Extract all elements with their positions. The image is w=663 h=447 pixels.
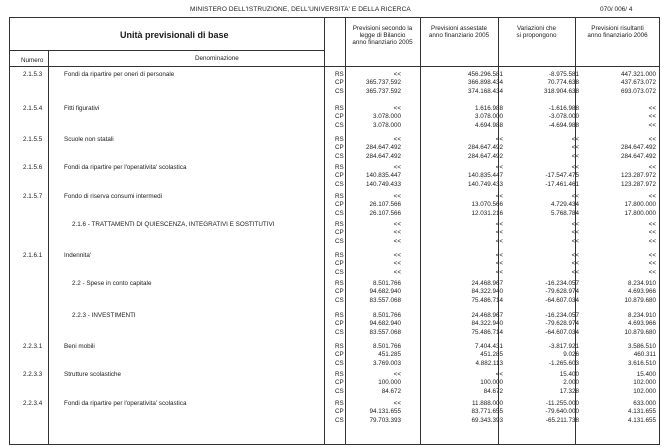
value: 17.800.000: [624, 209, 656, 217]
value: 456.296.581: [467, 71, 503, 78]
value: 123.287.972: [620, 172, 656, 180]
value: <<: [571, 268, 579, 276]
value: <<: [393, 164, 401, 171]
value: <<: [648, 252, 656, 259]
table-row: [9, 343, 660, 373]
value: <<: [571, 237, 579, 245]
code-label: CP: [335, 113, 344, 121]
row-number: 2.2.3.1: [23, 343, 43, 350]
value: <<: [495, 136, 503, 143]
value-cell-c3: [514, 343, 579, 368]
value: -16.234.057: [545, 280, 579, 287]
code-label: CP: [335, 201, 344, 209]
row-codes: [335, 343, 344, 368]
value: 365.737.592: [365, 87, 401, 95]
value: 9.026: [563, 351, 579, 359]
row-description: Fondi da ripartire per oneri di personale: [64, 71, 175, 78]
value: <<: [571, 229, 579, 237]
row-codes: [335, 371, 344, 396]
value-cell-c4: [589, 193, 656, 218]
value: 5.768.784: [550, 209, 579, 217]
value: 633.000: [633, 400, 656, 407]
row-number: 2.1.5.3: [23, 71, 43, 78]
row-codes: [335, 400, 344, 425]
value: 3.769.003: [372, 359, 401, 367]
value: 8.501.766: [372, 312, 401, 319]
value-cell-c1: [345, 280, 401, 305]
value: -1.265.603: [548, 359, 579, 367]
value: 3.078.000: [372, 121, 401, 129]
value: <<: [393, 221, 401, 228]
value: 100.000: [378, 379, 401, 387]
row-description: Fitti figurativi: [64, 105, 100, 112]
value: <<: [393, 400, 401, 407]
value-cell-c4: [589, 221, 656, 246]
ministry-header: MINISTERO DELL'ISTRUZIONE, DELL'UNIVERSITA' E DELLA RICERCA: [190, 6, 411, 13]
value: -79.628.974: [545, 320, 579, 328]
value-cell-c3: [514, 221, 579, 246]
value-cell-c1: [345, 371, 401, 396]
value: -4.694.988: [548, 121, 579, 129]
col-numero-label: Numero: [21, 57, 44, 64]
code-label: RS: [335, 312, 344, 319]
value: 3.078.000: [474, 113, 503, 121]
divider-header-bottom: [9, 66, 660, 67]
value: 10.879.680: [624, 328, 656, 336]
value: 437.673.072: [620, 79, 656, 87]
value: <<: [393, 268, 401, 276]
row-number: 2.1.5.7: [23, 193, 43, 200]
code-label: RS: [335, 280, 344, 287]
value-cell-c2: [435, 136, 503, 161]
value: <<: [393, 193, 401, 200]
value: 79.703.393: [369, 416, 401, 424]
table-title: Unità previsionali di base: [120, 30, 229, 40]
value-cell-c3: [514, 105, 579, 130]
row-codes: [335, 105, 344, 130]
row-codes: [335, 193, 344, 218]
value: <<: [393, 71, 401, 78]
value: 84.322.940: [471, 320, 503, 328]
code-label: CS: [335, 268, 344, 276]
code-label: CS: [335, 416, 344, 424]
col-denominazione-label: Denominazione: [195, 55, 239, 62]
value: 102.000: [633, 387, 656, 395]
code-label: RS: [335, 400, 344, 407]
value: <<: [495, 229, 503, 237]
value: 100.000: [480, 379, 503, 387]
table-row: [9, 105, 660, 135]
value: <<: [393, 260, 401, 268]
value: <<: [648, 164, 656, 171]
row-description: Strutture scolastiche: [64, 371, 122, 378]
value: 3.078.000: [372, 113, 401, 121]
value: 83.771.655: [471, 408, 503, 416]
value: 4.131.655: [627, 408, 656, 416]
value: 8.501.766: [372, 343, 401, 350]
code-label: RS: [335, 252, 344, 259]
value: 75.486.714: [471, 328, 503, 336]
value: <<: [648, 229, 656, 237]
value-cell-c2: [435, 252, 503, 277]
value-cell-c2: [435, 280, 503, 305]
value: <<: [648, 105, 656, 112]
code-label: CP: [335, 229, 344, 237]
code-label: RS: [335, 343, 344, 350]
code-label: RS: [335, 71, 344, 78]
value-cell-c4: [589, 312, 656, 337]
row-description: Fondo di riserva consumi intermedi: [64, 193, 162, 200]
value: <<: [648, 121, 656, 129]
code-label: CS: [335, 87, 344, 95]
value: -8.975.581: [548, 71, 579, 78]
value-cell-c3: [514, 371, 579, 396]
value: <<: [571, 252, 579, 259]
value: <<: [648, 136, 656, 143]
table-row: [9, 252, 660, 282]
value: 94.682.940: [369, 320, 401, 328]
value: 140.835.447: [467, 172, 503, 180]
value-cell-c3: [514, 400, 579, 425]
value: -16.234.057: [545, 312, 579, 319]
value: 451.285: [378, 351, 401, 359]
value: <<: [571, 144, 579, 152]
value: -3.078.000: [548, 113, 579, 121]
value: 26.107.566: [369, 209, 401, 217]
value: 83.557.068: [369, 328, 401, 336]
value: 284.647.492: [620, 144, 656, 152]
value: 11.888.000: [471, 400, 503, 407]
value: 2.000: [563, 379, 579, 387]
value-cell-c3: [514, 312, 579, 337]
value: 24.468.967: [471, 312, 503, 319]
col3-header: Variazioni che si propongono: [516, 25, 557, 39]
table-row: [9, 136, 660, 166]
table-row: [9, 312, 660, 342]
code-label: CP: [335, 351, 344, 359]
code-label: CS: [335, 328, 344, 336]
row-codes: [335, 136, 344, 161]
value: 1.616.988: [474, 105, 503, 112]
code-label: RS: [335, 193, 344, 200]
value: -65.211.738: [545, 416, 579, 424]
row-number: 2.1.5.5: [23, 136, 43, 143]
value: <<: [571, 136, 579, 143]
value-cell-c1: [345, 343, 401, 368]
value: <<: [648, 113, 656, 121]
value: -64.607.034: [545, 328, 579, 336]
value: <<: [495, 371, 503, 378]
row-description: 2.2 - Spese in conto capitale: [72, 280, 152, 287]
value: 94.682.940: [369, 288, 401, 296]
value: <<: [393, 136, 401, 143]
value: <<: [495, 193, 503, 200]
value: 84.322.940: [471, 288, 503, 296]
value-cell-c3: [514, 71, 579, 96]
value: 13.070.566: [471, 201, 503, 209]
value-cell-c2: [435, 164, 503, 189]
value: -3.817.921: [548, 343, 579, 350]
value-cell-c3: [514, 164, 579, 189]
value: 94.131.655: [369, 408, 401, 416]
row-description: Fondi da ripartire per l'operativita' scolastica: [64, 164, 187, 171]
value: 10.879.680: [624, 296, 656, 304]
value: <<: [648, 193, 656, 200]
value-cell-c2: [435, 400, 503, 425]
value: 140.835.447: [365, 172, 401, 180]
code-label: CS: [335, 237, 344, 245]
value: -1.616.988: [548, 105, 579, 112]
value: 693.073.072: [620, 87, 656, 95]
row-number: 2.1.6.1: [23, 252, 43, 259]
code-label: CS: [335, 296, 344, 304]
value: 365.737.592: [365, 79, 401, 87]
value: <<: [393, 252, 401, 259]
col4-header: Previsioni risultanti anno finanziario 2006: [587, 25, 648, 39]
value-cell-c4: [589, 164, 656, 189]
table-row: [9, 221, 660, 251]
value: 460.311: [633, 351, 656, 359]
value: -11.255.000: [545, 400, 579, 407]
value: 84.672: [381, 387, 401, 395]
value: 12.031.216: [471, 209, 503, 217]
value: 15.400: [636, 371, 656, 378]
table-row: [9, 371, 660, 401]
value-cell-c4: [589, 371, 656, 396]
value: 102.000: [633, 379, 656, 387]
value-cell-c4: [589, 136, 656, 161]
value: <<: [571, 193, 579, 200]
value: 447.321.000: [620, 71, 656, 78]
value-cell-c4: [589, 280, 656, 305]
row-codes: [335, 71, 344, 96]
code-label: CS: [335, 359, 344, 367]
value-cell-c1: [345, 71, 401, 96]
value-cell-c1: [345, 164, 401, 189]
row-description: Fondi da ripartire per l'operativita' scolastica: [64, 400, 187, 407]
value: <<: [495, 252, 503, 259]
value: 17.800.000: [624, 201, 656, 209]
value: <<: [571, 260, 579, 268]
row-codes: [335, 280, 344, 305]
value: 140.749.433: [467, 180, 503, 188]
value: 4.882.113: [475, 359, 503, 367]
value: 140.749.433: [365, 180, 401, 188]
table-row: [9, 400, 660, 430]
value: 4.693.966: [627, 320, 656, 328]
value: <<: [393, 229, 401, 237]
value: 84.672: [483, 387, 503, 395]
code-label: CS: [335, 121, 344, 129]
code-label: CS: [335, 209, 344, 217]
row-codes: [335, 312, 344, 337]
row-number: 2.2.3.4: [23, 400, 43, 407]
value-cell-c4: [589, 343, 656, 368]
divider-title: [9, 50, 324, 51]
code-label: RS: [335, 371, 344, 378]
value: 451.285: [480, 351, 503, 359]
value-cell-c4: [589, 105, 656, 130]
value-cell-c3: [514, 280, 579, 305]
value: <<: [648, 260, 656, 268]
value: <<: [648, 268, 656, 276]
value: 70.774.638: [547, 79, 579, 87]
code-label: CS: [335, 152, 344, 160]
value-cell-c3: [514, 252, 579, 277]
value-cell-c1: [345, 252, 401, 277]
row-number: 2.1.5.6: [23, 164, 43, 171]
value: 318.904.638: [543, 87, 579, 95]
page-number: 070/ 006/ 4: [600, 6, 633, 13]
value-cell-c1: [345, 221, 401, 246]
value-cell-c1: [345, 136, 401, 161]
value-cell-c2: [435, 105, 503, 130]
value-cell-c4: [589, 400, 656, 425]
row-description: Beni mobili: [64, 343, 95, 350]
value: <<: [571, 164, 579, 171]
value: 4.694.988: [474, 121, 503, 129]
code-label: RS: [335, 164, 344, 171]
col1-header: Previsioni secondo la legge di Bilancio anno finanziario 2005: [352, 25, 413, 46]
value: <<: [495, 268, 503, 276]
value: 123.287.972: [620, 180, 656, 188]
row-description: 2.2.3 - INVESTIMENTI: [72, 312, 136, 319]
value: <<: [393, 371, 401, 378]
value: 284.647.492: [365, 152, 401, 160]
code-label: CP: [335, 79, 344, 87]
code-label: CP: [335, 172, 344, 180]
value-cell-c2: [435, 343, 503, 368]
value: 83.557.068: [369, 296, 401, 304]
code-label: CP: [335, 408, 344, 416]
value: <<: [495, 237, 503, 245]
table-row: [9, 193, 660, 223]
code-label: CP: [335, 288, 344, 296]
value-cell-c2: [435, 312, 503, 337]
value-cell-c1: [345, 193, 401, 218]
value-cell-c2: [435, 71, 503, 96]
row-codes: [335, 164, 344, 189]
value-cell-c1: [345, 105, 401, 130]
value: 15.400: [559, 371, 579, 378]
value-cell-c2: [435, 193, 503, 218]
table-row: [9, 164, 660, 194]
code-label: CS: [335, 180, 344, 188]
value: 8.234.910: [627, 280, 656, 287]
value-cell-c4: [589, 252, 656, 277]
value: -17.547.475: [545, 172, 579, 180]
code-label: CP: [335, 260, 344, 268]
value: 366.898.434: [467, 79, 503, 87]
row-description: Indennita': [64, 252, 92, 259]
table-row: [9, 280, 660, 310]
value-cell-c1: [345, 312, 401, 337]
value: 3.616.510: [627, 359, 656, 367]
value: <<: [648, 221, 656, 228]
value: 284.647.492: [467, 152, 503, 160]
code-label: RS: [335, 105, 344, 112]
value-cell-c3: [514, 136, 579, 161]
value: 374.168.434: [467, 87, 503, 95]
value: <<: [571, 221, 579, 228]
value: -17.461.461: [545, 180, 579, 188]
code-label: CP: [335, 320, 344, 328]
value: 69.343.393: [471, 416, 503, 424]
value: <<: [571, 152, 579, 160]
value: 8.234.910: [627, 312, 656, 319]
value: <<: [495, 260, 503, 268]
row-description: Scuole non statali: [64, 136, 114, 143]
value-cell-c4: [589, 71, 656, 96]
table-row: [9, 71, 660, 101]
value: 284.647.492: [620, 152, 656, 160]
row-number: 2.2.3.3: [23, 371, 43, 378]
value: 284.647.492: [365, 144, 401, 152]
value: 75.486.714: [471, 296, 503, 304]
value: <<: [648, 237, 656, 245]
value: <<: [393, 105, 401, 112]
value: <<: [495, 164, 503, 171]
row-number: 2.1.5.4: [23, 105, 43, 112]
code-label: CP: [335, 144, 344, 152]
value: 26.107.566: [369, 201, 401, 209]
value-cell-c2: [435, 221, 503, 246]
value-cell-c1: [345, 400, 401, 425]
value: 4.729.434: [550, 201, 579, 209]
code-label: CS: [335, 387, 344, 395]
value: 3.586.510: [627, 343, 656, 350]
value: 284.647.492: [467, 144, 503, 152]
value: -64.607.034: [545, 296, 579, 304]
value-cell-c3: [514, 193, 579, 218]
value-cell-c2: [435, 371, 503, 396]
row-codes: [335, 252, 344, 277]
row-codes: [335, 221, 344, 246]
value: 8.501.766: [372, 280, 401, 287]
value: 4.693.966: [627, 288, 656, 296]
col2-header: Previsioni assestate anno finanziario 2005: [428, 25, 490, 39]
code-label: RS: [335, 221, 344, 228]
code-label: CP: [335, 379, 344, 387]
value: 4.131.655: [627, 416, 656, 424]
value: 7.404.431: [474, 343, 503, 350]
value: -79.640.000: [545, 408, 579, 416]
value: <<: [495, 221, 503, 228]
value: 17.328: [559, 387, 579, 395]
code-label: RS: [335, 136, 344, 143]
value: <<: [393, 237, 401, 245]
value: 24.468.967: [471, 280, 503, 287]
value: -79.628.974: [545, 288, 579, 296]
row-description: 2.1.6 - TRATTAMENTI DI QUIESCENZA, INTEGRATIVI E SOSTITUTIVI: [72, 221, 275, 228]
